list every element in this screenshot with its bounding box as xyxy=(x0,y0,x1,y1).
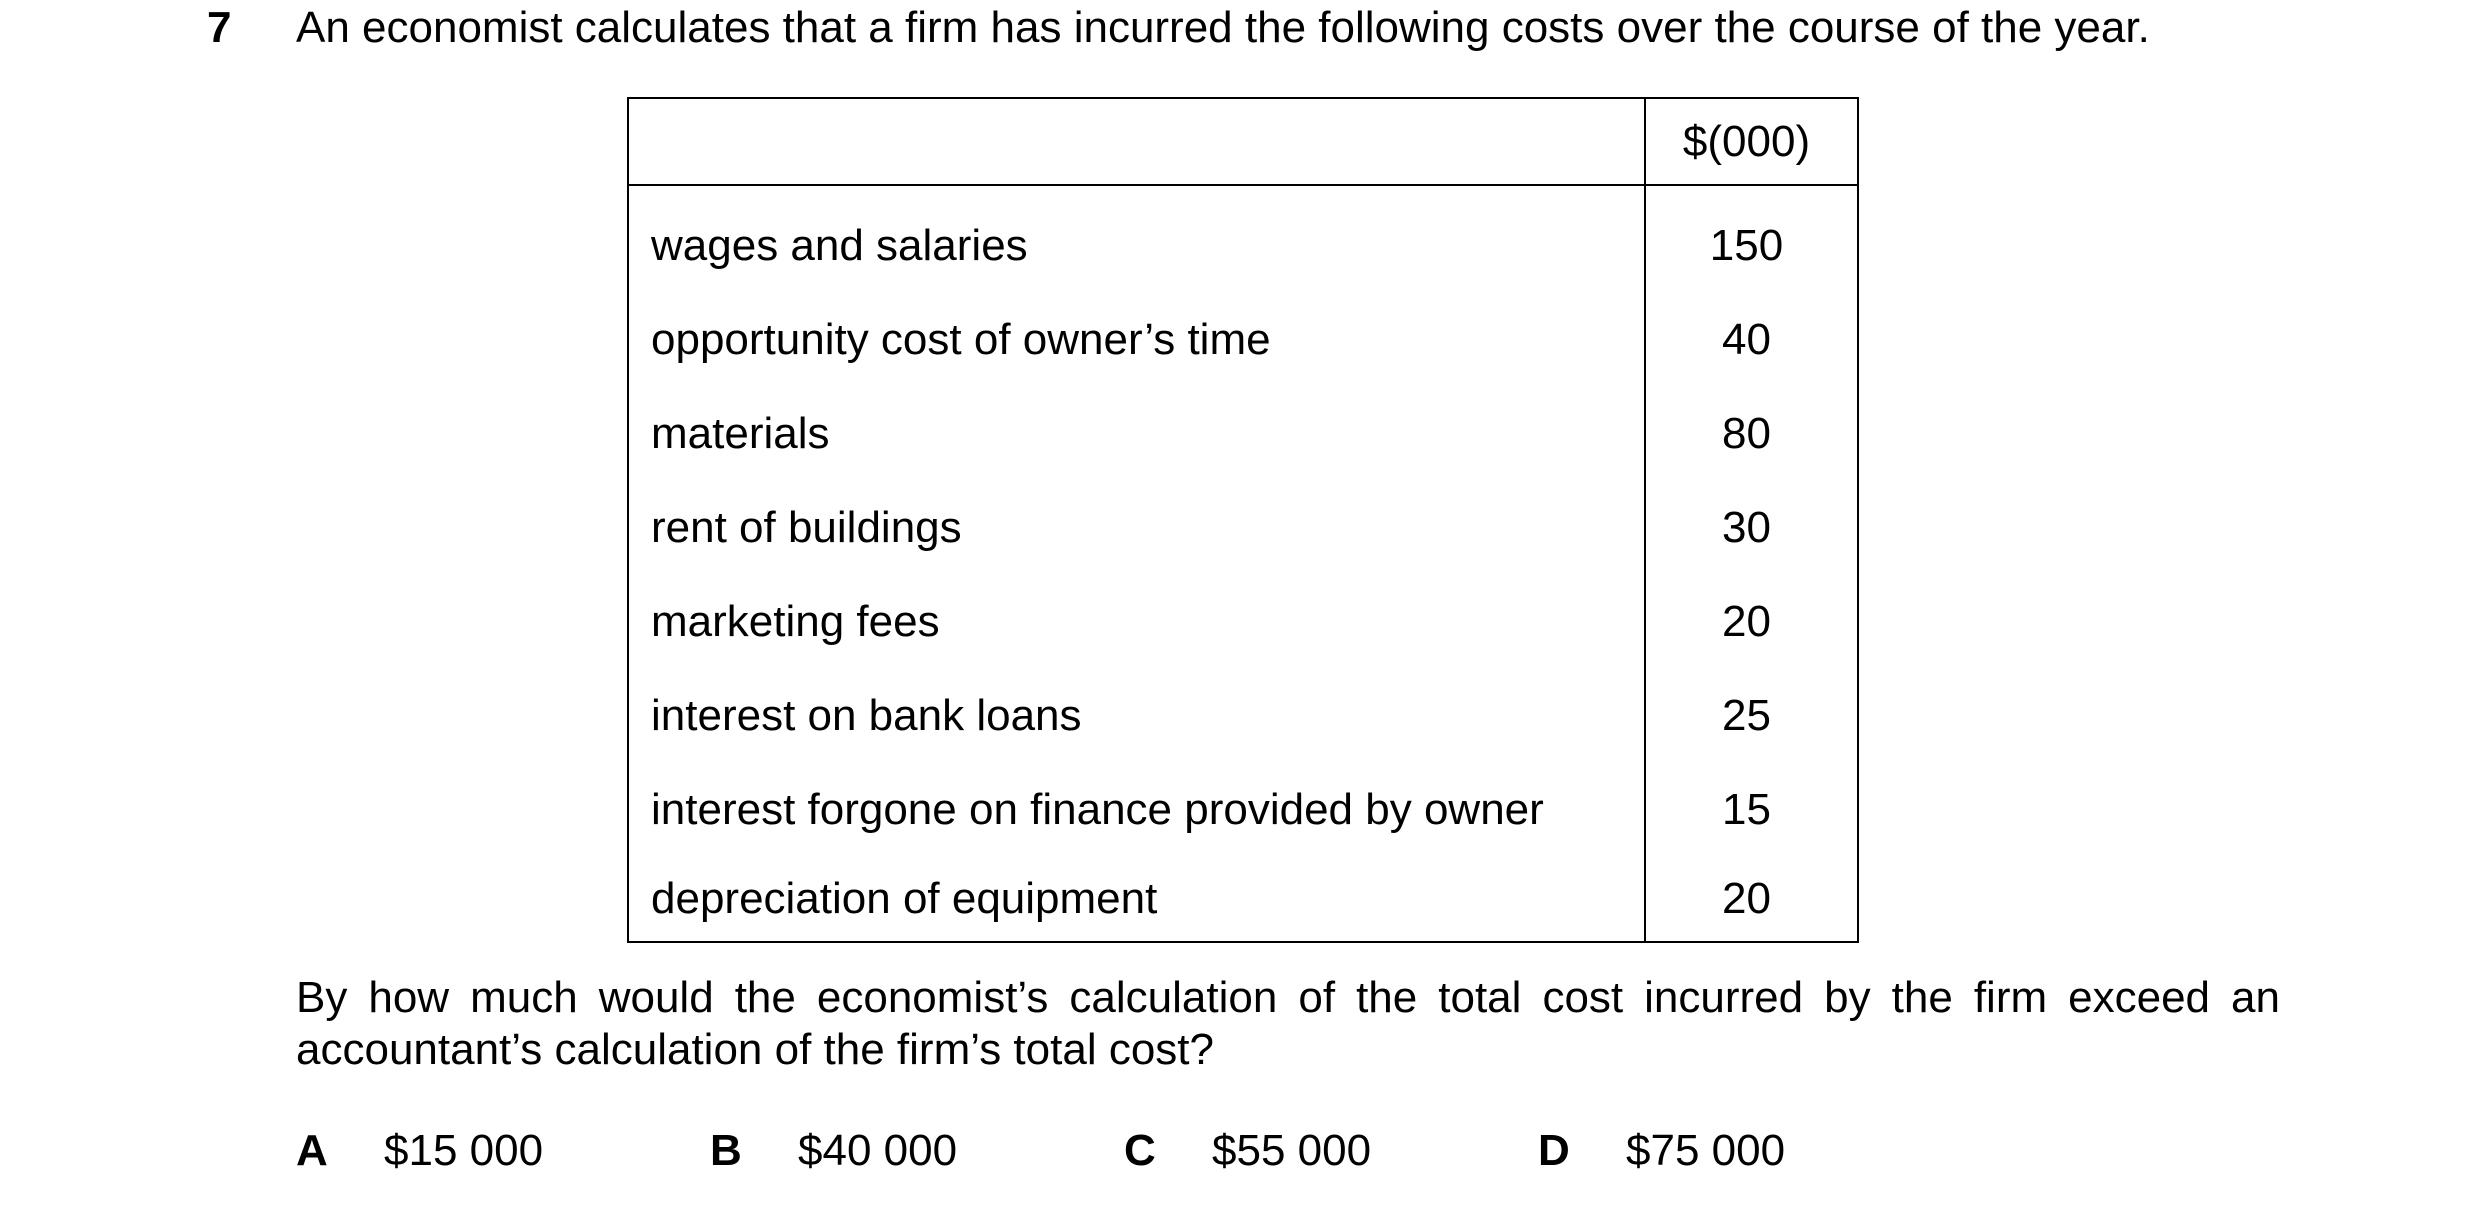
header-label-cell xyxy=(628,98,1645,185)
option-text: $55 000 xyxy=(1212,1126,1372,1175)
table-row xyxy=(628,763,1858,857)
option-text: $75 000 xyxy=(1626,1126,1786,1175)
question-intro: An economist calculates that a firm has incurred the following costs over the course of the year. xyxy=(296,3,2150,52)
option-b[interactable] xyxy=(710,1125,957,1177)
cost-value: 25 xyxy=(1645,669,1858,763)
header-value-cell: $(000) xyxy=(1645,98,1858,185)
table-row xyxy=(628,293,1858,387)
answer-options xyxy=(296,1125,2196,1177)
option-c[interactable] xyxy=(1124,1125,1371,1177)
cost-value: 20 xyxy=(1645,857,1858,942)
table-row xyxy=(628,857,1858,942)
cost-value: 40 xyxy=(1645,293,1858,387)
question-prompt: By how much would the economist’s calculation of the total cost incurred by the firm exceed an accountant’s calculation of the firm’s total cost? xyxy=(296,973,2280,1074)
cost-label: rent of buildings xyxy=(628,481,1645,575)
table-row xyxy=(628,575,1858,669)
table-row xyxy=(628,669,1858,763)
cost-value: 15 xyxy=(1645,763,1858,857)
cost-label: interest forgone on finance provided by owner xyxy=(628,763,1645,857)
cost-label: wages and salaries xyxy=(628,185,1645,293)
cost-label: depreciation of equipment xyxy=(628,857,1645,942)
cost-value: 80 xyxy=(1645,387,1858,481)
cost-label: opportunity cost of owner’s time xyxy=(628,293,1645,387)
option-letter: B xyxy=(710,1126,742,1175)
option-text: $40 000 xyxy=(798,1126,958,1175)
cost-label: marketing fees xyxy=(628,575,1645,669)
cost-value: 150 xyxy=(1645,185,1858,293)
cost-table xyxy=(627,97,1859,943)
question-number: 7 xyxy=(207,3,232,52)
table-row xyxy=(628,185,1858,293)
option-letter: A xyxy=(296,1126,328,1175)
option-letter: C xyxy=(1124,1126,1156,1175)
table-header-row xyxy=(628,98,1858,185)
option-a[interactable] xyxy=(296,1125,543,1177)
table-row xyxy=(628,387,1858,481)
table-row xyxy=(628,481,1858,575)
cost-label: interest on bank loans xyxy=(628,669,1645,763)
option-d[interactable] xyxy=(1538,1125,1785,1177)
cost-label: materials xyxy=(628,387,1645,481)
option-letter: D xyxy=(1538,1126,1570,1175)
option-text: $15 000 xyxy=(384,1126,544,1175)
cost-value: 20 xyxy=(1645,575,1858,669)
cost-value: 30 xyxy=(1645,481,1858,575)
